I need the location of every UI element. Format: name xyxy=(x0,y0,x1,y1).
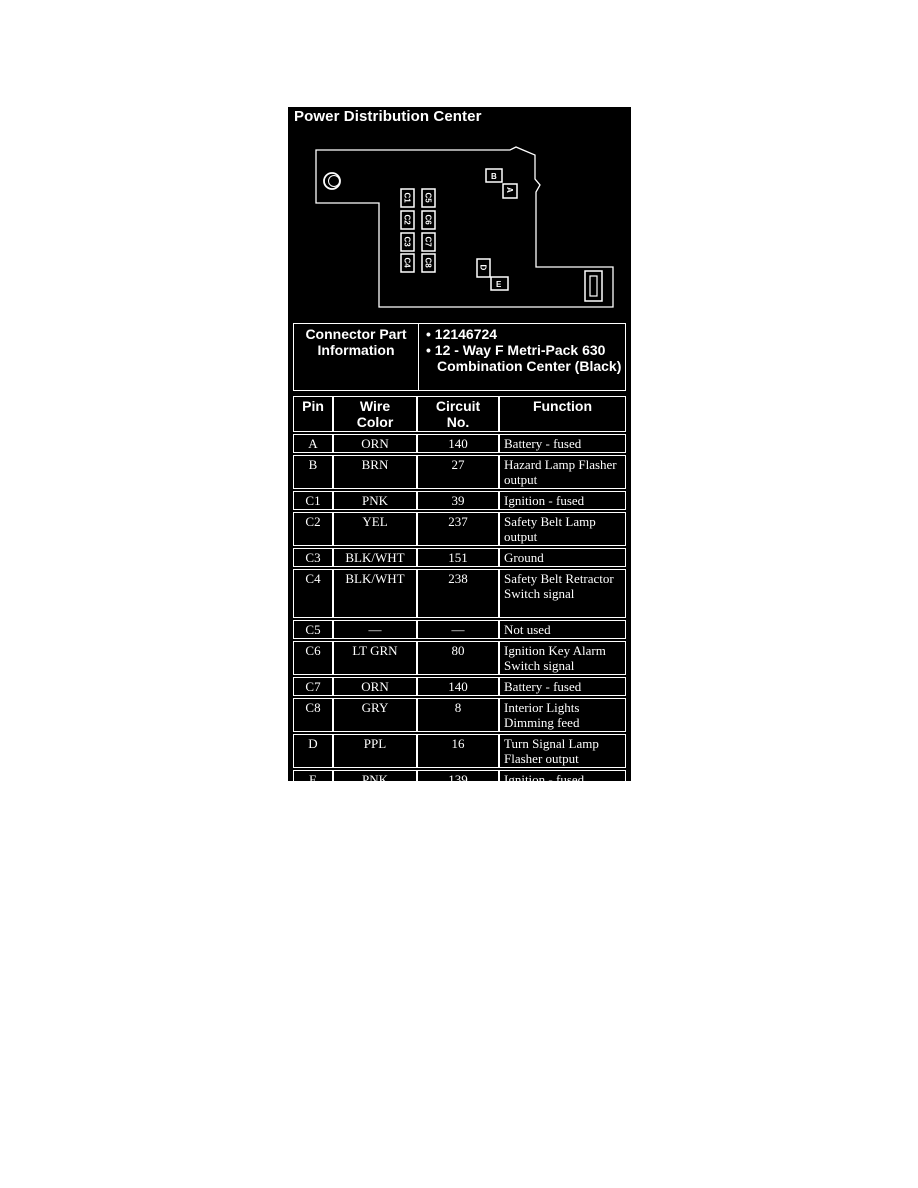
table-row xyxy=(293,698,626,732)
table-row xyxy=(293,455,626,489)
cell-circuit: 80 xyxy=(417,641,499,675)
cell-function: Hazard Lamp Flasher output xyxy=(499,455,626,489)
cavity-label: C1 xyxy=(402,192,412,203)
cell-wire-color: PNK xyxy=(333,491,417,510)
cell-circuit: 140 xyxy=(417,677,499,696)
cell-wire-color: ORN xyxy=(333,677,417,696)
cell-pin: A xyxy=(293,434,333,453)
cell-circuit: — xyxy=(417,620,499,639)
cavity-label: C8 xyxy=(423,257,433,268)
header-pin: Pin xyxy=(293,396,333,432)
pin-table xyxy=(293,394,626,791)
cavity-c6 xyxy=(422,211,435,229)
header-wire-color: Wire Color xyxy=(333,396,417,432)
pin-table-header xyxy=(293,396,626,432)
cell-pin: C6 xyxy=(293,641,333,675)
cell-pin: C7 xyxy=(293,677,333,696)
cavity-d xyxy=(477,259,490,277)
cavity-label: C7 xyxy=(423,236,433,247)
cell-wire-color: BLK/WHT xyxy=(333,569,417,618)
cavity-label: C5 xyxy=(423,192,433,203)
cavity-c7 xyxy=(422,233,435,251)
cavity-c5 xyxy=(422,189,435,207)
cell-wire-color: LT GRN xyxy=(333,641,417,675)
cell-pin: C4 xyxy=(293,569,333,618)
cavity-e xyxy=(491,277,508,290)
cavity-label: C3 xyxy=(402,236,412,247)
connector-info-heading xyxy=(294,326,418,358)
cell-function: Battery - fused xyxy=(499,677,626,696)
cell-wire-color: — xyxy=(333,620,417,639)
connector-info-box xyxy=(293,323,626,391)
table-row xyxy=(293,677,626,696)
cavity-label: D xyxy=(478,264,488,271)
panel-title: Power Distribution Center xyxy=(294,108,482,125)
table-row xyxy=(293,569,626,618)
cell-pin: C2 xyxy=(293,512,333,546)
table-row xyxy=(293,512,626,546)
cell-function: Not used xyxy=(499,620,626,639)
cell-function: Turn Signal Lamp Flasher output xyxy=(499,734,626,768)
cell-pin: E xyxy=(293,770,333,789)
cavity-c4 xyxy=(401,254,414,272)
heading-line: Information xyxy=(317,342,395,358)
cell-circuit: 139 xyxy=(417,770,499,789)
cell-circuit: 16 xyxy=(417,734,499,768)
cavity-c2 xyxy=(401,211,414,229)
cavity-a xyxy=(503,184,517,198)
cell-circuit: 237 xyxy=(417,512,499,546)
connector-diagram xyxy=(288,107,631,322)
cell-circuit: 140 xyxy=(417,434,499,453)
cell-function: Safety Belt Retractor Switch signal xyxy=(499,569,626,618)
cell-wire-color: GRY xyxy=(333,698,417,732)
cavity-label: C4 xyxy=(402,257,412,268)
cell-pin: B xyxy=(293,455,333,489)
cell-pin: C5 xyxy=(293,620,333,639)
cell-pin: C3 xyxy=(293,548,333,567)
header-function: Function xyxy=(499,396,626,432)
cell-pin: C1 xyxy=(293,491,333,510)
latch-icon xyxy=(585,271,602,301)
heading-line: Connector Part xyxy=(305,326,407,342)
cell-pin: D xyxy=(293,734,333,768)
table-row xyxy=(293,548,626,567)
cell-circuit: 8 xyxy=(417,698,499,732)
table-row xyxy=(293,734,626,768)
cavity-b xyxy=(486,169,502,182)
cavity-label: C2 xyxy=(402,214,412,225)
cell-wire-color: PPL xyxy=(333,734,417,768)
header-circuit-no: Circuit No. xyxy=(417,396,499,432)
cell-function: Safety Belt Lamp output xyxy=(499,512,626,546)
table-row xyxy=(293,770,626,789)
cell-function: Interior Lights Dimming feed xyxy=(499,698,626,732)
cell-wire-color: BRN xyxy=(333,455,417,489)
connector-info-details xyxy=(425,326,625,374)
cell-circuit: 151 xyxy=(417,548,499,567)
cavity-label: B xyxy=(491,172,497,181)
table-row xyxy=(293,620,626,639)
cell-circuit: 238 xyxy=(417,569,499,618)
cell-circuit: 27 xyxy=(417,455,499,489)
cavity-c1 xyxy=(401,189,414,207)
info-divider xyxy=(418,324,419,390)
cavity-label: E xyxy=(496,280,502,289)
cell-circuit: 39 xyxy=(417,491,499,510)
table-row xyxy=(293,641,626,675)
cell-function: Ignition Key Alarm Switch signal xyxy=(499,641,626,675)
connector-description: • 12 - Way F Metri-Pack 630 Combination Center (Black) xyxy=(426,342,622,374)
cell-wire-color: ORN xyxy=(333,434,417,453)
connector-housing-outline xyxy=(316,147,613,307)
cavity-label: C6 xyxy=(423,214,433,225)
cell-wire-color: PNK xyxy=(333,770,417,789)
connector-panel xyxy=(288,107,631,787)
table-row xyxy=(293,491,626,510)
cavity-c8 xyxy=(422,254,435,272)
cell-function: Ignition - fused xyxy=(499,491,626,510)
cell-function: Battery - fused xyxy=(499,434,626,453)
cell-wire-color: YEL xyxy=(333,512,417,546)
cell-function: Ignition - fused xyxy=(499,770,626,789)
table-row xyxy=(293,434,626,453)
cell-pin: C8 xyxy=(293,698,333,732)
mounting-hole-icon xyxy=(324,173,340,189)
cell-function: Ground xyxy=(499,548,626,567)
cavity-label: A xyxy=(505,187,514,193)
part-number: • 12146724 xyxy=(426,326,498,342)
cell-wire-color: BLK/WHT xyxy=(333,548,417,567)
cavity-c3 xyxy=(401,233,414,251)
